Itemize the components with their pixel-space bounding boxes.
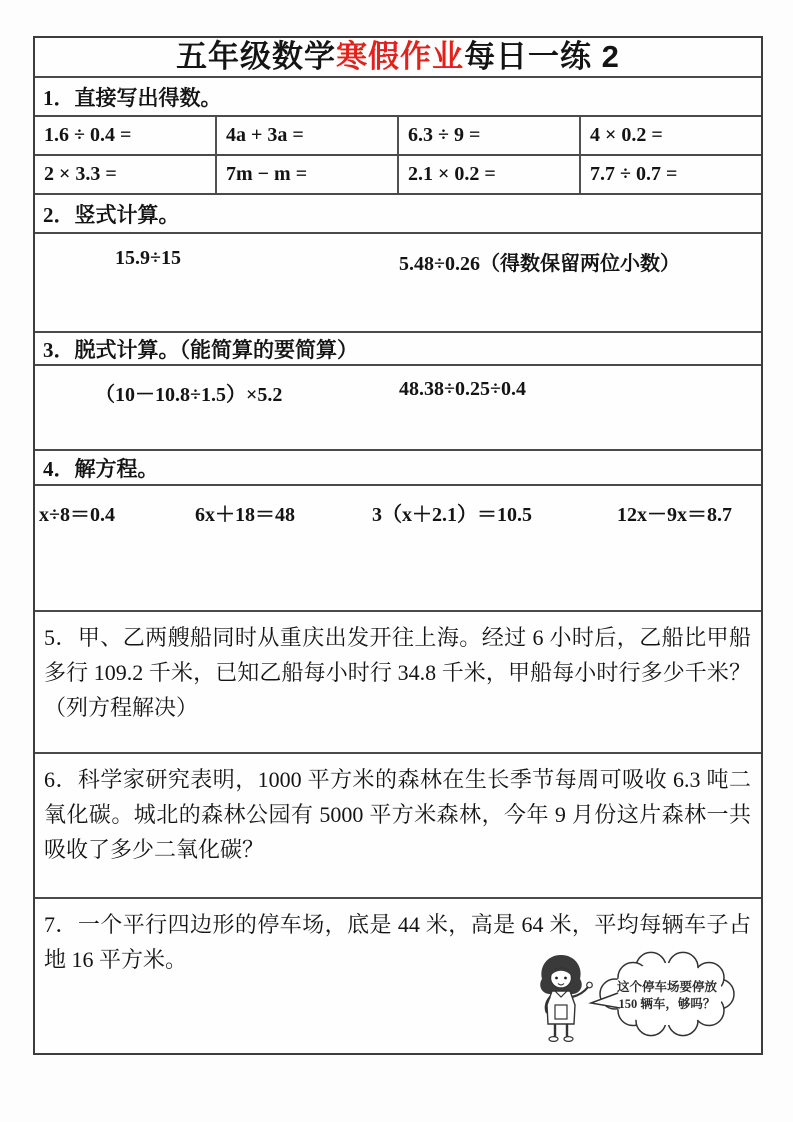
cartoon-illustration bbox=[525, 947, 757, 1051]
section6-text: 6．科学家研究表明，1000 平方米的森林在生长季节每周可吸收 6.3 吨二氧化碳。城北的森林公园有 5000 平方米森林，今年 9 月份这片森林一共吸收了多少二氧化碳？ bbox=[44, 767, 751, 862]
expression-grid-row-2 bbox=[35, 156, 761, 195]
cartoon-svg bbox=[525, 947, 757, 1051]
section3-header bbox=[35, 333, 761, 366]
section1-header bbox=[35, 78, 761, 117]
vertical-calc-problem-1: 15.9÷15 bbox=[115, 247, 181, 269]
bubble-text-line2: 150 辆车，够吗？ bbox=[618, 997, 716, 1011]
page-title bbox=[35, 38, 761, 78]
title-part-red: 寒假作业 bbox=[336, 39, 465, 74]
expression-cell: 2.1 × 0.2 = bbox=[399, 156, 581, 193]
section5-text: 5．甲、乙两艘船同时从重庆出发开往上海。经过 6 小时后，乙船比甲船多行 109.2 千米，已知乙船每小时行 34.8 千米，甲船每小时行多少千米？（列方程解决） bbox=[44, 625, 751, 720]
section7-text: 7．一个平行四边形的停车场，底是 44 米，高是 64 米，平均每辆车子占地 16 平方米。 bbox=[44, 912, 751, 972]
section4-workspace bbox=[35, 486, 761, 612]
equation-1: x÷8＝0.4 bbox=[39, 504, 115, 526]
section2-workspace bbox=[35, 234, 761, 333]
section4-header-label: 4．解方程。 bbox=[43, 456, 159, 481]
stepwise-calc-problem-1: （10－10.8÷1.5）×5.2 bbox=[95, 384, 283, 406]
expression-cell: 1.6 ÷ 0.4 = bbox=[35, 117, 217, 154]
section3-header-label: 3．脱式计算。（能简算的要简算） bbox=[43, 337, 358, 362]
section1-header-label: 1．直接写出得数。 bbox=[43, 85, 222, 110]
girl-figure bbox=[540, 955, 592, 1041]
girl-book bbox=[555, 1005, 567, 1019]
worksheet-table bbox=[33, 36, 763, 1055]
expression-cell: 4 × 0.2 = bbox=[590, 124, 663, 146]
vertical-calc-problem-2: 5.48÷0.26（得数保留两位小数） bbox=[399, 253, 680, 275]
girl-legs bbox=[555, 1024, 567, 1037]
section2-header-label: 2．竖式计算。 bbox=[43, 202, 180, 227]
expression-cell: 6.3 ÷ 9 = bbox=[399, 117, 581, 154]
equation-3: 3（x＋2.1）＝10.5 bbox=[372, 504, 532, 526]
section6-word-problem bbox=[35, 754, 761, 899]
speech-bubble bbox=[591, 952, 734, 1035]
expression-cell: 7m − m = bbox=[217, 156, 399, 193]
title-part-black2: 每日一练 2 bbox=[464, 39, 620, 74]
expression-cell: 2 × 3.3 = bbox=[35, 156, 217, 193]
section2-header bbox=[35, 195, 761, 234]
expression-cell: 7.7 ÷ 0.7 = bbox=[590, 163, 678, 185]
stepwise-calc-problem-2: 48.38÷0.25÷0.4 bbox=[399, 378, 526, 400]
expression-cell: 4a + 3a = bbox=[217, 117, 399, 154]
equation-4: 12x－9x＝8.7 bbox=[617, 504, 732, 526]
section4-header bbox=[35, 451, 761, 486]
girl-hand bbox=[587, 982, 593, 988]
bubble-text-line1: 这个停车场要停放 bbox=[616, 980, 718, 994]
section3-workspace bbox=[35, 366, 761, 451]
section7-word-problem bbox=[35, 899, 761, 1053]
expression-grid-row-1 bbox=[35, 117, 761, 156]
equation-2: 6x＋18＝48 bbox=[195, 504, 295, 526]
title-part-black1: 五年级数学 bbox=[176, 39, 337, 74]
section5-word-problem bbox=[35, 612, 761, 754]
